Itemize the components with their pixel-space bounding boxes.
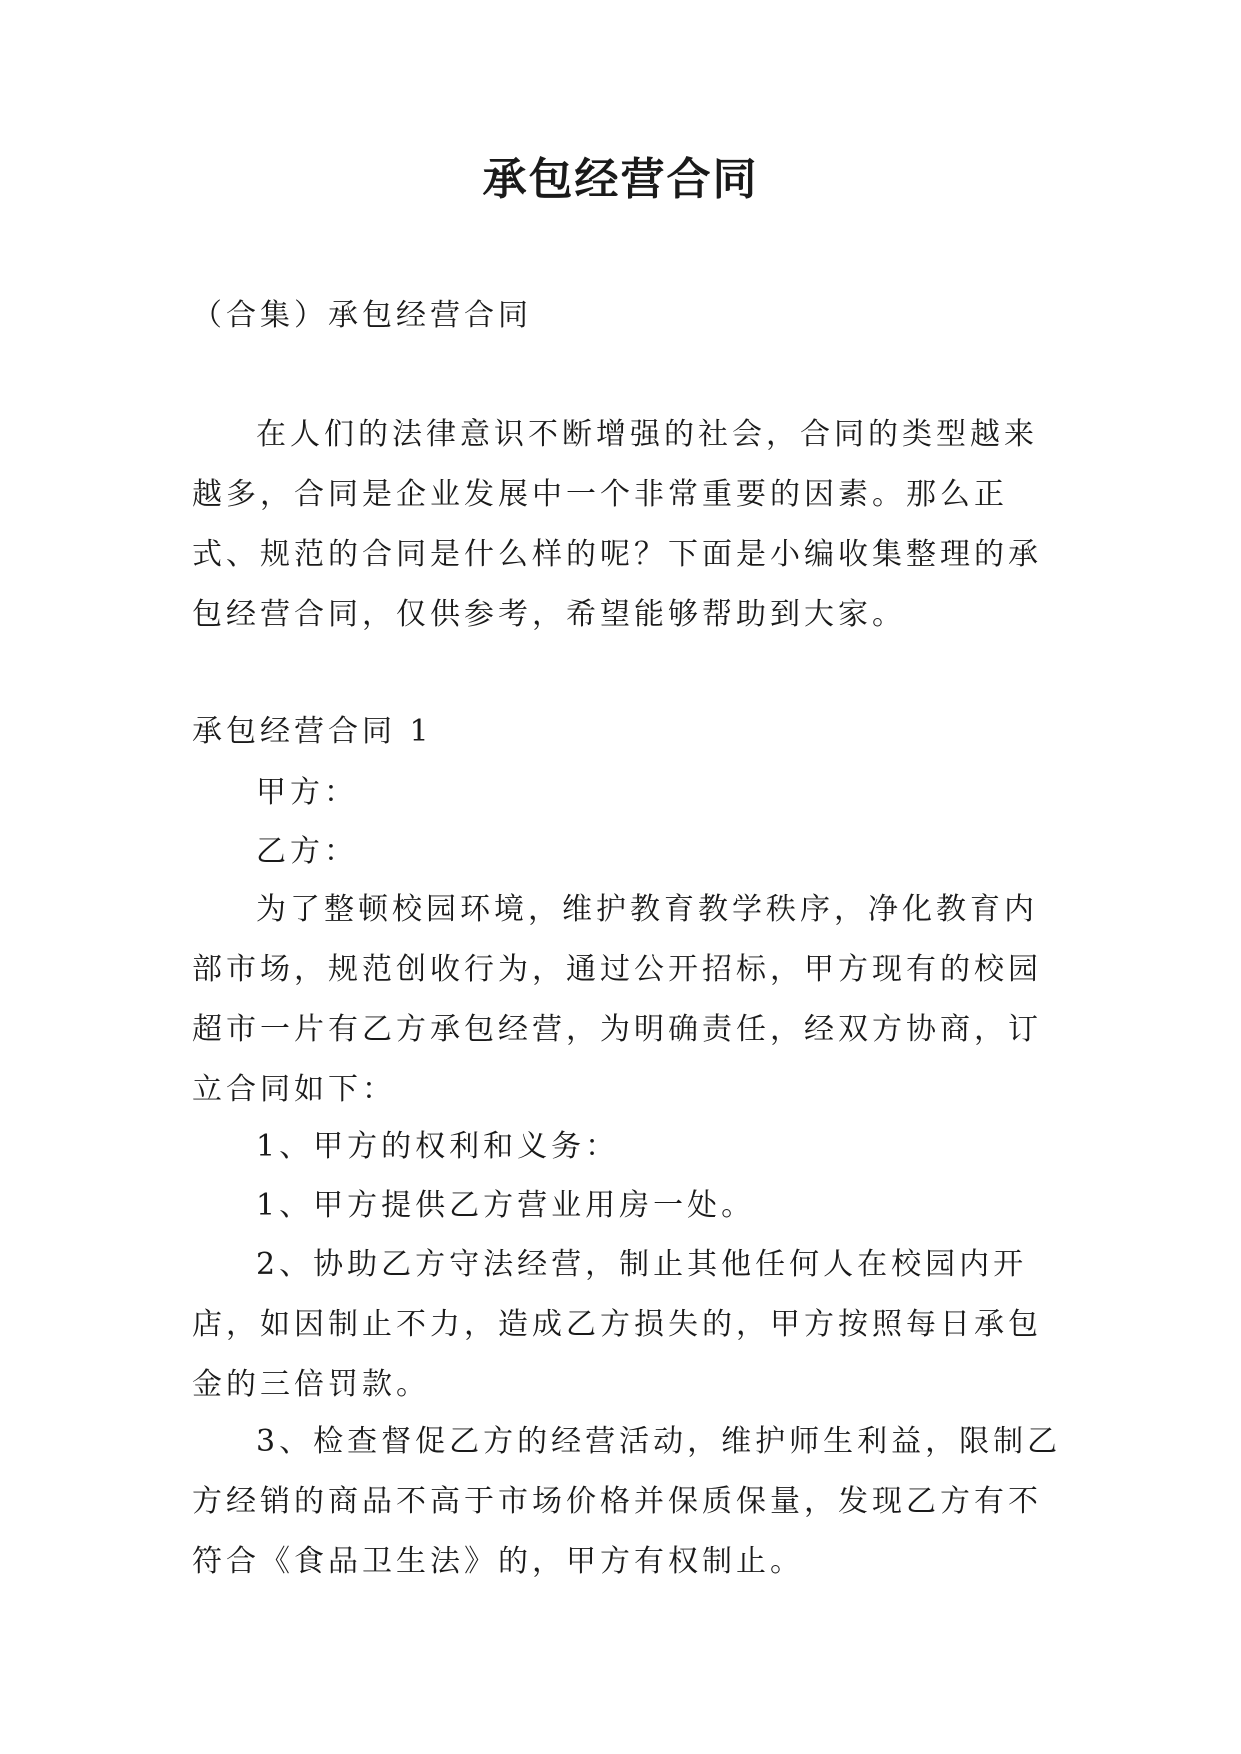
clause-item: 3、检查督促乙方的经营活动，维护师生利益，限制乙方经销的商品不高于市场价格并保质保量，发现乙方有不符合《食品卫生法》的，甲方有权制止。	[192, 1424, 1062, 1579]
document-subtitle: （合集）承包经营合同	[192, 298, 532, 333]
section-heading: 承包经营合同 1	[192, 714, 433, 749]
clause-heading: 1、甲方的权利和义务：	[256, 1129, 620, 1164]
intro-paragraph: 在人们的法律意识不断增强的社会，合同的类型越来越多，合同是企业发展中一个非常重要的因素。那么正式、规范的合同是什么样的呢？下面是小编收集整理的承包经营合同，仅供参考，希望能够帮助到大家。	[192, 417, 1042, 632]
preamble-paragraph: 为了整顿校园环境，维护教育教学秩序，净化教育内部市场，规范创收行为，通过公开招标，甲方现有的校园超市一片有乙方承包经营，为明确责任，经双方协商，订立合同如下：	[192, 892, 1042, 1107]
clause-item: 2、协助乙方守法经营，制止其他任何人在校园内开店，如因制止不力，造成乙方损失的，甲方按照每日承包金的三倍罚款。	[192, 1247, 1042, 1402]
clause-item: 1、甲方提供乙方营业用房一处。	[256, 1188, 756, 1223]
party-a-line: 甲方：	[256, 775, 358, 810]
document-title: 承包经营合同	[482, 154, 759, 205]
party-b-line: 乙方：	[256, 834, 358, 869]
